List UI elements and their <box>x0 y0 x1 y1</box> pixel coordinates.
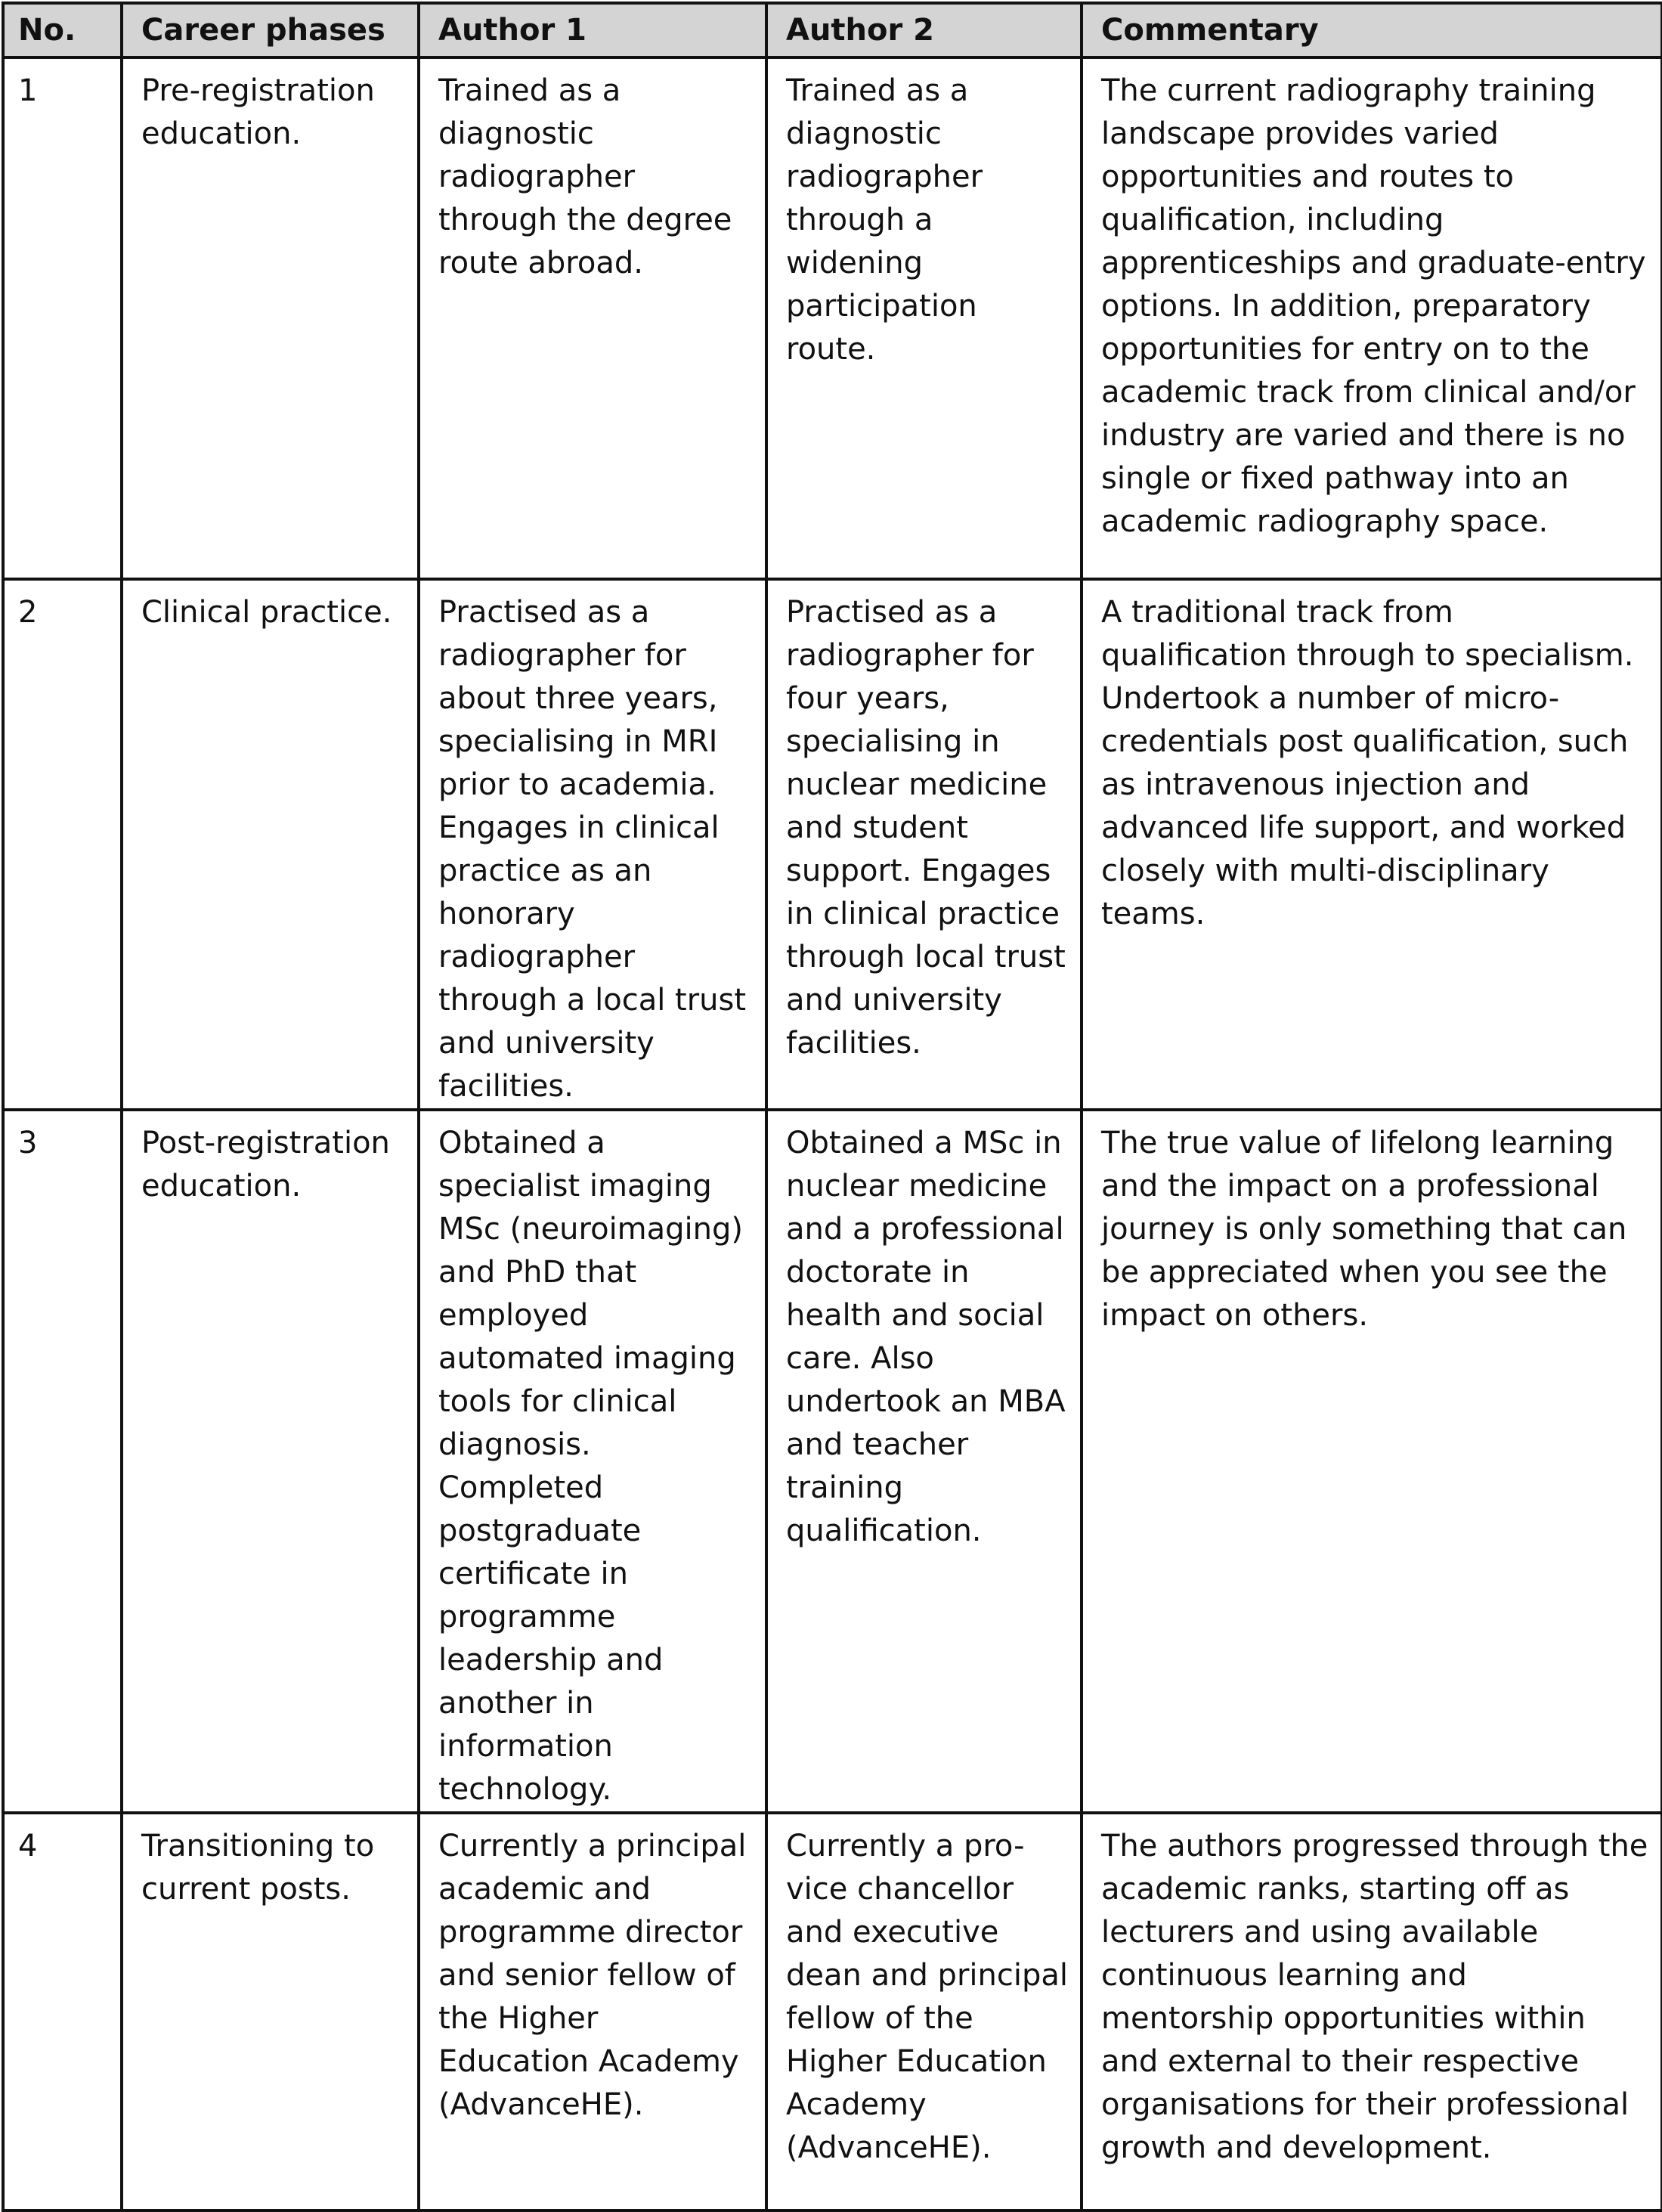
cell-commentary: The current radiography training landscape provides varied opportunities and routes to qualification, including apprenticeships and graduate-entry options. In addition, preparatory opportunities for entry on to the academic track from clinical and/or industry are varied and there is no single or fixed pathway into an academic radiography space. <box>1082 57 1662 579</box>
cell-author-2: Obtained a MSc in nuclear medicine and a professional doctorate in health and social care. Also undertook an MBA and teacher training qualification. <box>766 1110 1082 1813</box>
cell-no: 2 <box>3 579 122 1110</box>
table-row <box>3 1110 1662 1813</box>
cell-author-1: Obtained a specialist imaging MSc (neuroimaging) and PhD that employed automated imaging tools for clinical diagnosis. Completed postgraduate certificate in programme leadership and another in information technology. <box>419 1110 766 1813</box>
header-author-1: Author 1 <box>419 3 766 57</box>
cell-career-phase: Transitioning to current posts. <box>122 1813 419 2210</box>
cell-career-phase: Pre-registration education. <box>122 57 419 579</box>
header-commentary: Commentary <box>1082 3 1662 57</box>
table-row <box>3 1813 1662 2210</box>
cell-author-2: Trained as a diagnostic radiographer through a widening participation route. <box>766 57 1082 579</box>
cell-no: 4 <box>3 1813 122 2210</box>
cell-no: 3 <box>3 1110 122 1813</box>
header-no: No. <box>3 3 122 57</box>
cell-commentary: The true value of lifelong learning and the impact on a professional journey is only something that can be appreciated when you see the impact on others. <box>1082 1110 1662 1813</box>
career-phases-table <box>2 2 1662 2212</box>
header-career-phases: Career phases <box>122 3 419 57</box>
cell-author-2: Currently a pro-vice chancellor and executive dean and principal fellow of the Higher Education Academy (AdvanceHE). <box>766 1813 1082 2210</box>
cell-career-phase: Post-registration education. <box>122 1110 419 1813</box>
cell-no: 1 <box>3 57 122 579</box>
cell-author-1: Practised as a radiographer for about three years, specialising in MRI prior to academia. Engages in clinical practice as an honorary radiographer through a local trust and university facilities. <box>419 579 766 1110</box>
header-author-2: Author 2 <box>766 3 1082 57</box>
cell-career-phase: Clinical practice. <box>122 579 419 1110</box>
cell-author-1: Currently a principal academic and programme director and senior fellow of the Higher Education Academy (AdvanceHE). <box>419 1813 766 2210</box>
cell-author-2: Practised as a radiographer for four years, specialising in nuclear medicine and student support. Engages in clinical practice through local trust and university facilities. <box>766 579 1082 1110</box>
cell-commentary: The authors progressed through the academic ranks, starting off as lecturers and using available continuous learning and mentorship opportunities within and external to their respective organisations for their professional growth and development. <box>1082 1813 1662 2210</box>
cell-author-1: Trained as a diagnostic radiographer through the degree route abroad. <box>419 57 766 579</box>
table-row <box>3 57 1662 579</box>
table-header-row <box>3 3 1662 57</box>
table-row <box>3 579 1662 1110</box>
cell-commentary: A traditional track from qualification through to specialism. Undertook a number of micro-credentials post qualification, such as intravenous injection and advanced life support, and worked closely with multi-disciplinary teams. <box>1082 579 1662 1110</box>
